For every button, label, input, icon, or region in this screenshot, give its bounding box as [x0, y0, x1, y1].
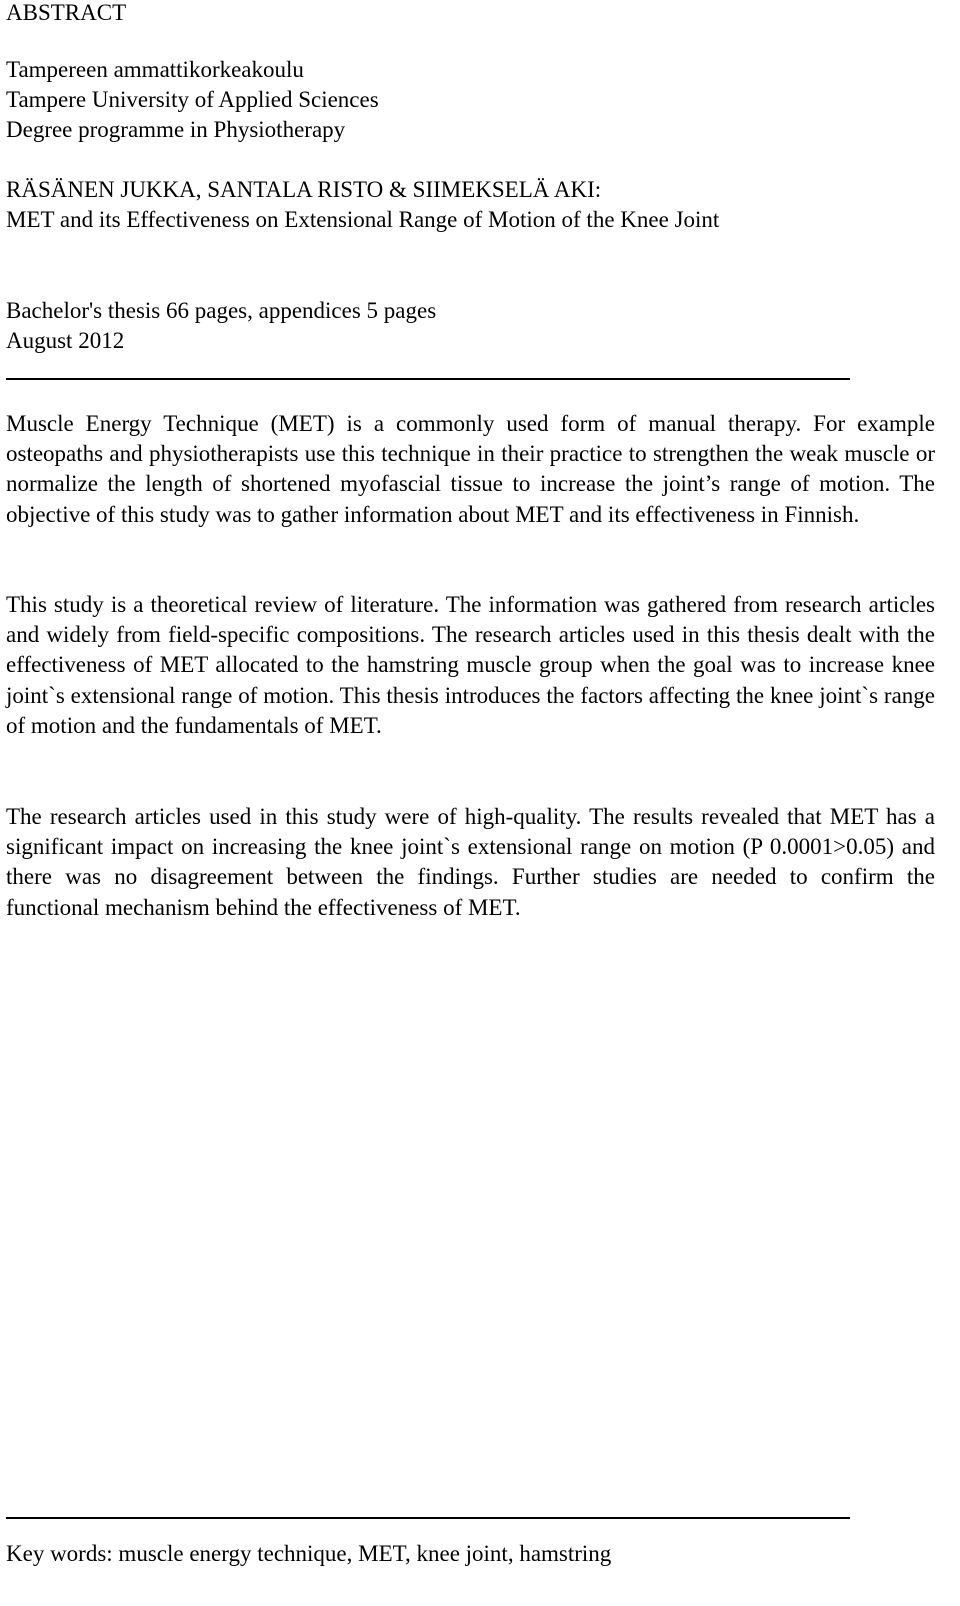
separator-rule-bottom [6, 1517, 850, 1519]
abstract-paragraph-3: The research articles used in this study were of high-quality. The results revealed that MET has a significant impact on increasing the knee joint`s extensional range on motion (P 0.0001>0.05) and there was no disagreement between the findings. Further studies are needed to confirm the functional mechanism behind the effectiveness of MET. [6, 804, 935, 920]
thesis-date: August 2012 [6, 328, 125, 353]
degree-programme: Degree programme in Physiotherapy [6, 117, 346, 142]
abstract-paragraph-1: Muscle Energy Technique (MET) is a commonly used form of manual therapy. For example osteopaths and physiotherapists use this technique in their practice to strengthen the weak muscle or normalize the length of shortened myofascial tissue to increase the joint’s range of motion. The objective of this study was to gather information about MET and its effectiveness in Finnish. [6, 411, 935, 527]
thesis-info: Bachelor's thesis 66 pages, appendices 5 pages [6, 298, 437, 323]
separator-rule-top [6, 378, 850, 380]
institution-name-en: Tampere University of Applied Sciences [6, 87, 379, 112]
abstract-paragraph-2: This study is a theoretical review of literature. The information was gathered from research articles and widely from field-specific compositions. The research articles used in this thesis dealt with the effectiveness of MET allocated to the hamstring muscle group when the goal was to increase knee joint`s extensional range of motion. This thesis introduces the factors affecting the knee joint`s range of motion and the fundamentals of MET. [6, 592, 935, 738]
thesis-title: MET and its Effectiveness on Extensional Range of Motion of the Knee Joint [6, 207, 720, 232]
institution-name-fi: Tampereen ammattikorkeakoulu [6, 57, 304, 82]
keywords: Key words: muscle energy technique, MET, knee joint, hamstring [6, 1541, 612, 1566]
abstract-heading: ABSTRACT [6, 0, 127, 25]
authors: RÄSÄNEN JUKKA, SANTALA RISTO & SIIMEKSELÄ AKI: [6, 177, 602, 202]
